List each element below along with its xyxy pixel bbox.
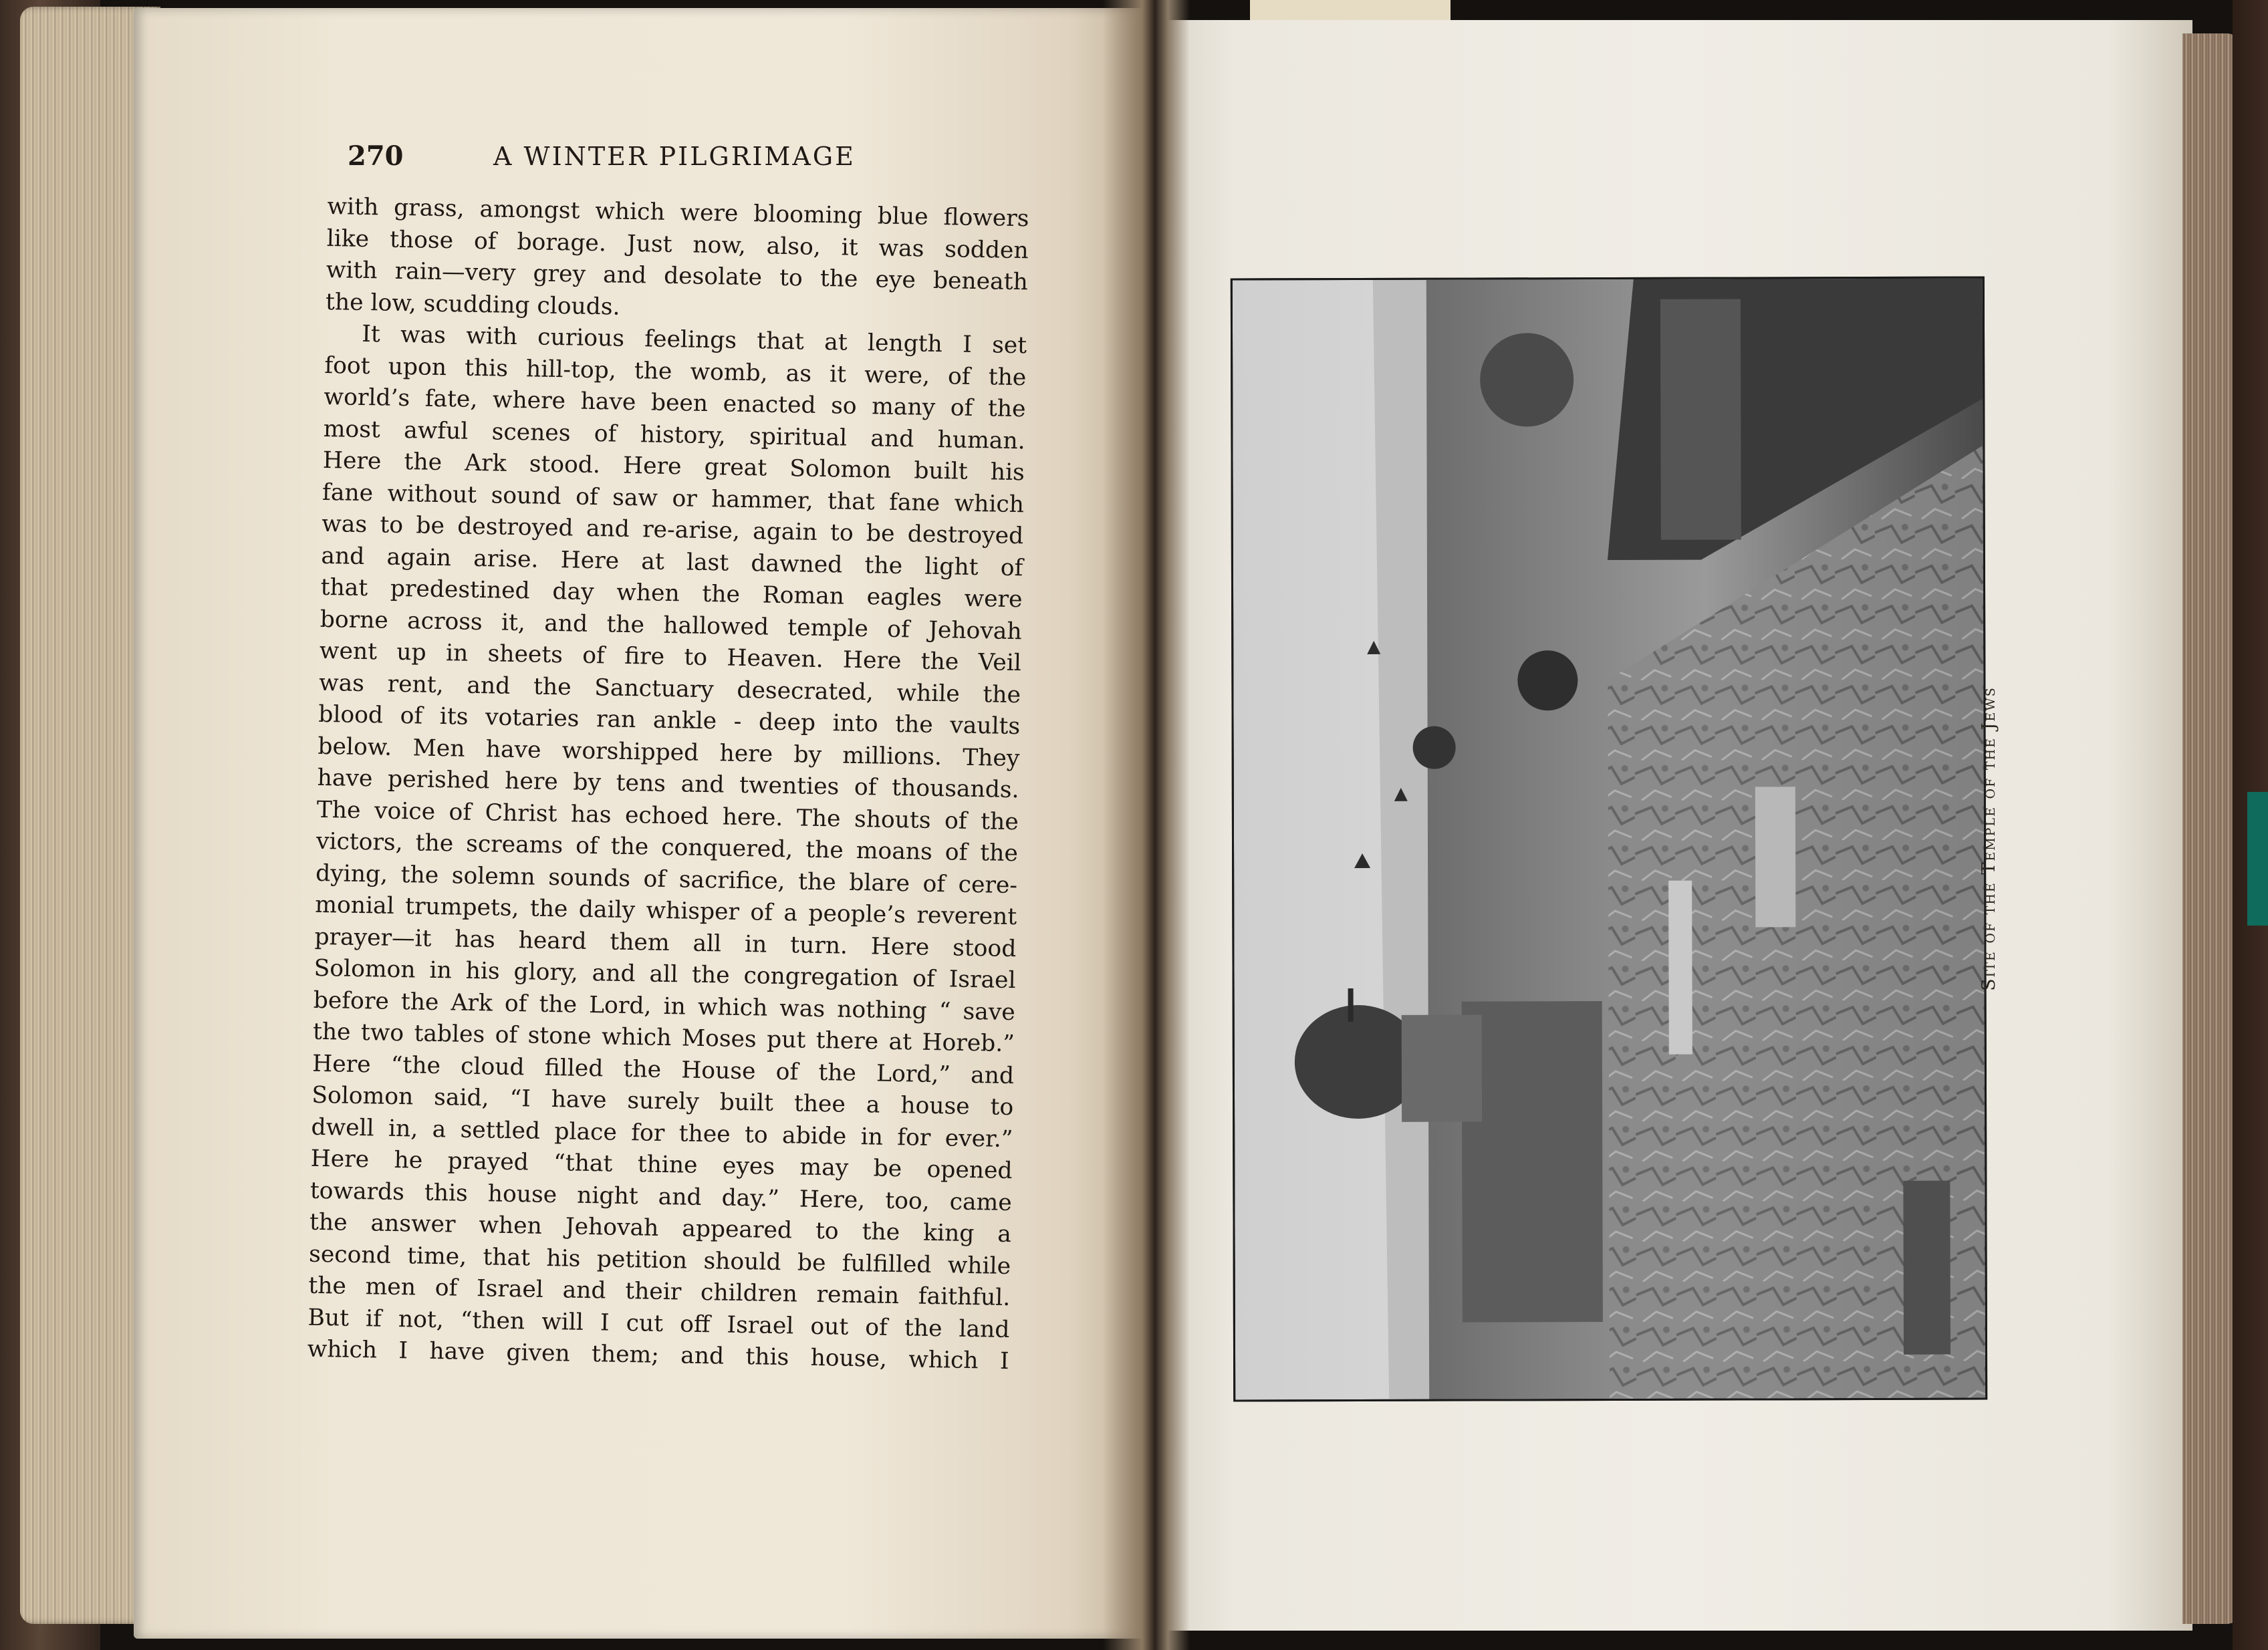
low-wall [1903, 1181, 1950, 1355]
octagon-base [1402, 1014, 1482, 1121]
text-line: But if not, “then will I cut off Israel out of the land [307, 1304, 1010, 1343]
text-line: Solomon said, “I have surely built thee a house to [311, 1081, 1014, 1121]
text-line: that predestined day when the Roman eagles were [320, 573, 1023, 613]
bookmark-ribbon [2247, 792, 2268, 926]
dome-finial [1348, 988, 1354, 1022]
text-line: Solomon in his glory, and all the congregation of Israel [313, 954, 1016, 994]
running-head [348, 140, 1029, 180]
text-line: The voice of Christ has echoed here. The shouts of the [316, 796, 1019, 835]
text-line: was to be destroyed and re-arise, again to be destroyed [321, 510, 1024, 550]
small-dome [1480, 333, 1573, 426]
text-line: most awful scenes of history, spiritual and human. [323, 415, 1025, 454]
text-line: the low, scudding clouds. [325, 288, 620, 321]
text-line: blood of its votaries ran ankle - deep into the vaults [318, 700, 1021, 740]
arcade-building [1462, 1001, 1603, 1323]
text-line: dying, the solemn sounds of sacrifice, the blare of cere- [315, 859, 1018, 899]
page-number: 270 [348, 140, 404, 172]
text-line: monial trumpets, the daily whisper of a people’s reverent [315, 891, 1017, 931]
book-gutter [1103, 0, 1190, 1650]
tree-cluster [1413, 726, 1456, 769]
stone-steps [1668, 881, 1692, 1055]
text-line: fane without sound of saw or hammer, that fane which [322, 478, 1025, 518]
body-text [307, 191, 1029, 1378]
text-line: the two tables of stone which Moses put there at Horeb.” [312, 1018, 1015, 1058]
text-line: prayer—it has heard them all in turn. Here stood [314, 923, 1017, 962]
text-line: Here he prayed “that thine eyes may be opened [310, 1145, 1013, 1185]
stone-pillar [1755, 787, 1796, 927]
photograph-plate [1231, 277, 1987, 1402]
text-line: Here “the cloud filled the House of the Lord,” and [311, 1050, 1015, 1089]
text-line: foot upon this hill-top, the womb, as it were, of the [324, 352, 1027, 391]
text-line: before the Ark of the Lord, in which was nothing “ save [313, 986, 1016, 1026]
text-line: went up in sheets of fire to Heaven. Here the Veil [319, 637, 1022, 677]
text-line: below. Men have worshipped here by millions. They [318, 732, 1020, 772]
text-line: the men of Israel and their children remain faithful. [308, 1272, 1011, 1312]
text-line: world’s fate, where have been enacted so many of the [324, 383, 1026, 423]
text-line: with grass, amongst which were blooming blue flowers [327, 192, 1029, 233]
tree-cluster [1517, 650, 1578, 710]
text-line: second time, that his petition should be fulfilled while [308, 1240, 1011, 1280]
text-line: and again arise. Here at last dawned the light of [321, 542, 1023, 581]
running-title: A WINTER PILGRIMAGE [493, 142, 856, 171]
text-line: the answer when Jehovah appeared to the king a [309, 1208, 1012, 1248]
text-line: have perished here by tens and twenties of thousands. [317, 764, 1019, 804]
plate-caption: Site of the Temple of the Jews [1979, 686, 1999, 991]
text-line: which I have given them; and this house, which I [307, 1335, 1009, 1375]
text-line: with rain—very grey and desolate to the eye beneath [326, 256, 1029, 296]
text-line: victors, the screams of the conquered, the moans of the [316, 827, 1019, 867]
text-line: It was with curious feelings that at length I set [361, 320, 1027, 360]
text-line: Here the Ark stood. Here great Solomon built his [322, 446, 1025, 487]
text-line: like those of borage. Just now, also, it was sodden [326, 225, 1029, 264]
text-line: was rent, and the Sanctuary desecrated, while the [318, 669, 1021, 708]
top-page-tab [1250, 0, 1451, 20]
text-line: towards this house night and day.” Here, too, came [309, 1177, 1013, 1216]
text-line: dwell in, a settled place for thee to abide in for ever.” [311, 1113, 1013, 1153]
temple-photo [1233, 279, 1985, 1400]
text-line: borne across it, and the hallowed temple of Jehovah [320, 605, 1023, 645]
tower [1660, 299, 1741, 539]
